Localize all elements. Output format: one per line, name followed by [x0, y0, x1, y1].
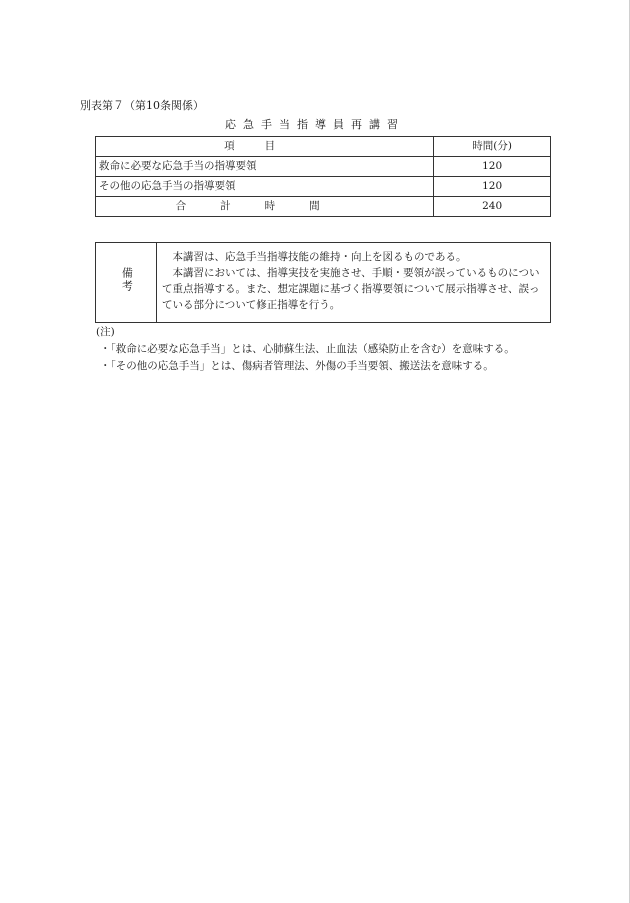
total-time: 240	[434, 197, 551, 217]
remarks-label-cell	[96, 243, 157, 323]
appendix-heading: 別表第７（第10条関係）	[80, 99, 204, 112]
remarks-label: 備考	[120, 267, 134, 294]
remarks-table	[95, 242, 551, 323]
remarks-text	[157, 243, 551, 323]
curriculum-table	[95, 136, 551, 217]
row-item: その他の応急手当の指導要領	[96, 177, 434, 197]
table-row	[96, 157, 551, 177]
note-line-2: ・「その他の応急手当」とは、傷病者管理法、外傷の手当要領、搬送法を意味する。	[100, 359, 494, 372]
note-line-1: ・「救命に必要な応急手当」とは、心肺蘇生法、止血法（感染防止を含む）を意味する。	[100, 343, 515, 356]
notes-section	[96, 325, 515, 375]
remarks-paragraph-1: 本講習は、応急手当指導技能の維持・向上を図るものである。	[172, 251, 467, 264]
row-item: 救命に必要な応急手当の指導要領	[96, 157, 434, 177]
table-header-row	[96, 137, 551, 157]
table-title: 応急手当指導員再講習	[225, 118, 405, 131]
total-label: 合計時間	[96, 197, 434, 217]
remarks-paragraph-2: 本講習においては、指導実技を実施させ、手順・要領が誤っているものについて重点指導する。また、想定課題に基づく指導要領について展示指導させ、誤っている部分について修正指導を行う。	[162, 267, 540, 311]
table-row	[96, 177, 551, 197]
notes-label: (注)	[96, 326, 115, 338]
row-time: 120	[434, 157, 551, 177]
row-time: 120	[434, 177, 551, 197]
header-time: 時間(分)	[434, 137, 551, 157]
header-item: 項目	[96, 137, 434, 157]
table-total-row	[96, 197, 551, 217]
